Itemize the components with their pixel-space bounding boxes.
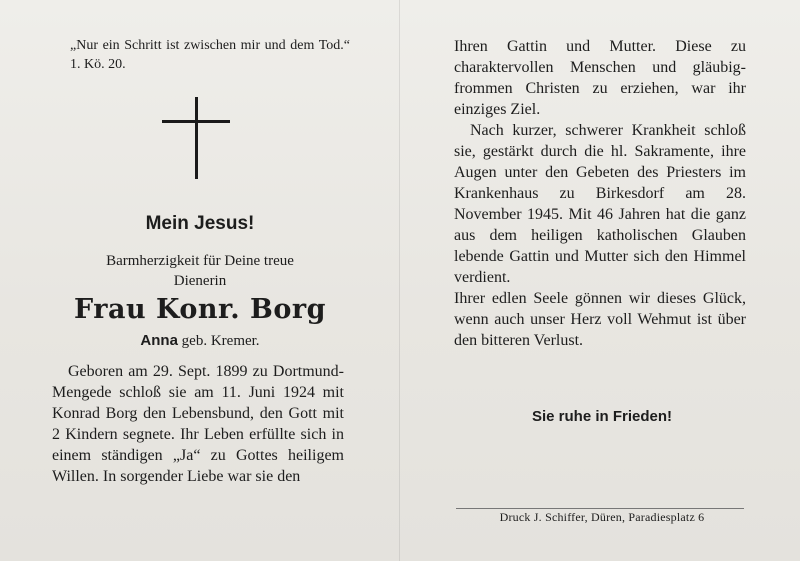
mercy-text (50, 251, 350, 291)
rest-in-peace: Sie ruhe in Frieden! (531, 408, 673, 425)
right-body-text (454, 36, 746, 351)
printer-imprint: Druck J. Schiffer, Düren, Paradiesplatz 6 (499, 510, 705, 524)
printer-divider (456, 508, 744, 509)
paragraph-soul: Ihrer edlen Seele gönnen wir dieses Glück, wenn auch unser Herz voll Wehmut ist über den bitteren Verlust. (454, 290, 746, 349)
paragraph-death: Nach kurzer, schwerer Krankheit schloß sie, gestärkt durch die hl. Sakramente, ihre Augen unter den Gebeten des Priesters im Krankenhaus zu Birkesdorf am 28. November 1945. Mit 46 Jahren hat die ganz aus dem heiligen katholischen Glauben lebende Gattin und Mutter sich den Himmel verdient. (454, 122, 746, 286)
paragraph-children: Ihren Gattin und Mutter. Diese zu charaktervollen Menschen und gläubig-frommen Christen zu erziehen, war ihr einziges Ziel. (454, 38, 746, 118)
cross-icon-horizontal (162, 120, 230, 123)
bible-quote: „Nur ein Schritt ist zwischen mir und dem Tod.“ 1. Kö. 20. (70, 38, 350, 72)
cross-icon-vertical (195, 97, 198, 179)
mercy-line-2: Dienerin (173, 273, 227, 289)
mercy-line-1: Barmherzigkeit für Deine treue (106, 253, 294, 269)
fold-line (399, 0, 400, 561)
left-body-text: Geboren am 29. Sept. 1899 zu Dortmund-Mengede schloß sie am 11. Juni 1924 mit Konrad Borg den Lebensbund, den Gott mit 2 Kindern segnete. Ihr Leben erfüllte sich in einem ständigen „Ja“ zu Gottes heiligem Willen. In sorgender Liebe war sie den (52, 363, 344, 485)
birth-maiden-name: geb. Kremer. (181, 333, 260, 349)
birth-name (50, 332, 350, 350)
deceased-name: Frau Konr. Borg (74, 294, 326, 325)
heading-mein-jesus: Mein Jesus! (145, 213, 255, 234)
birth-first-name: Anna (140, 332, 178, 349)
